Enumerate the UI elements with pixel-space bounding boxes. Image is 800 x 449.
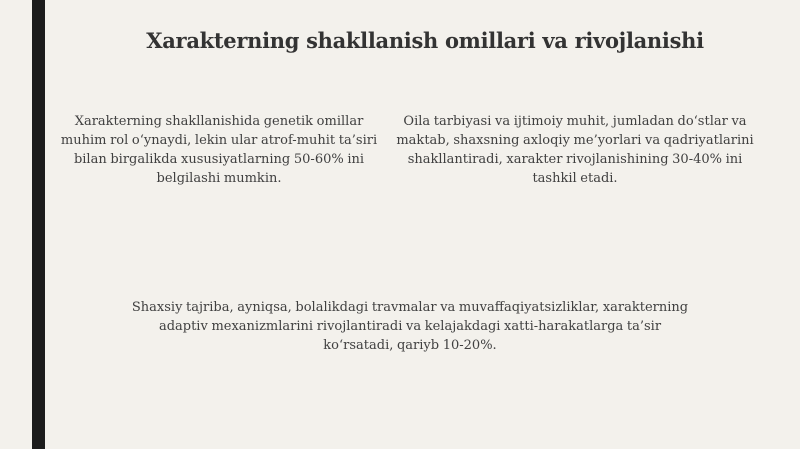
slide-title: Xarakterning shakllanish omillari va rivojlanishi xyxy=(146,28,704,53)
paragraph-genetic-factors: Xarakterning shakllanishida genetik omillar muhim rol o‘ynaydi, lekin ular atrof-muhit ta’siri bilan birgalikda xususiyatlarning 50-60% ini belgilashi mumkin. xyxy=(60,114,378,186)
accent-bar xyxy=(32,0,45,449)
paragraph-personal-experience: Shaxsiy tajriba, ayniqsa, bolalikdagi travmalar va muvaffaqiyatsizliklar, xarakterning adaptiv mexanizmlarini rivojlantiradi va kelajakdagi xatti-harakatlarga ta’sir ko‘rsatadi, qariyb 10-20%. xyxy=(131,300,689,353)
paragraph-family-environment: Oila tarbiyasi va ijtimoiy muhit, jumladan do‘stlar va maktab, shaxsning axloqiy me’yorlari va qadriyatlarini shakllantiradi, xarakter rivojlanishining 30-40% ini tashkil etadi. xyxy=(396,114,754,186)
